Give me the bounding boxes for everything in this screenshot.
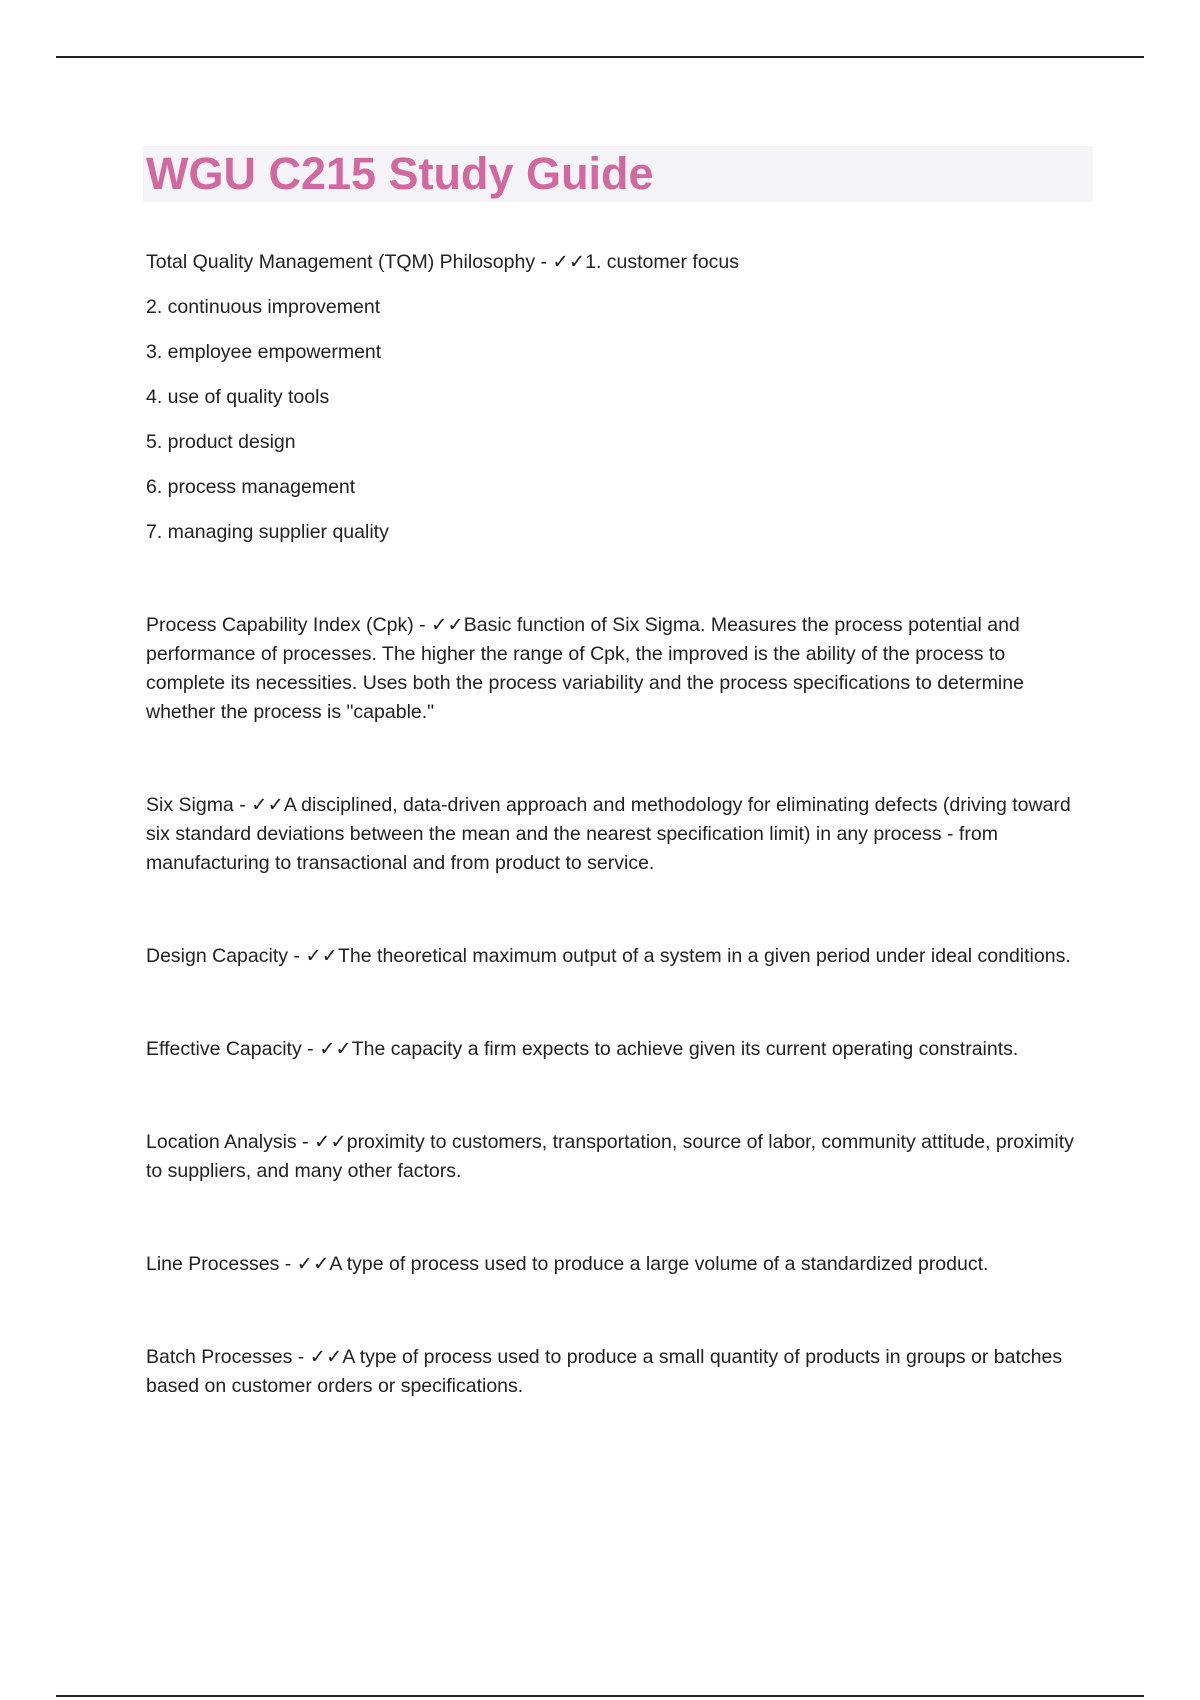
entry-batch-processes (146, 1343, 1086, 1401)
entry-term: Location Analysis (146, 1131, 297, 1153)
entry-cpk (146, 611, 1086, 727)
list-item: 2. continuous improvement (146, 296, 381, 318)
entry-term: Process Capability Index (Cpk) (146, 614, 414, 636)
double-check-icon: ✓✓ (309, 1346, 343, 1368)
entry-term: Line Processes (146, 1253, 280, 1275)
header-rule (56, 56, 1144, 58)
entry-line-processes (146, 1250, 1086, 1279)
double-check-icon: ✓✓ (296, 1253, 330, 1275)
entry-definition: A type of process used to produce a large volume of a standardized product. (329, 1253, 989, 1275)
double-check-icon: ✓✓ (251, 794, 284, 816)
entry-separator: - (233, 794, 252, 816)
entry-separator: - (287, 945, 306, 967)
footer-rule (56, 1695, 1144, 1697)
entry-separator: - (413, 614, 432, 636)
entry-definition: The capacity a firm expects to achieve given its current operating constraints. (351, 1038, 1019, 1060)
entry-definition: 1. customer focus (585, 251, 740, 273)
entry-separator: - (535, 251, 553, 273)
entry-definition: A type of process used to produce a small quantity of products in groups or batches based on customer orders or specifications. (146, 1346, 1063, 1397)
entry-design-capacity (146, 942, 1086, 971)
entry-separator: - (301, 1038, 320, 1060)
double-check-icon: ✓✓ (305, 945, 339, 967)
entry-six-sigma (146, 791, 1086, 878)
list-item: 6. process management (146, 476, 356, 498)
double-check-icon: ✓✓ (431, 614, 464, 636)
entry-term: Batch Processes (146, 1346, 293, 1368)
entry-term: Effective Capacity (146, 1038, 302, 1060)
entry-term: Total Quality Management (TQM) Philosophy (146, 251, 536, 273)
entry-definition: proximity to customers, transportation, source of labor, community attitude, proximity to suppliers, and many other factors. (146, 1131, 1074, 1182)
document-title: WGU C215 Study Guide (146, 148, 654, 199)
list-item: 3. employee empowerment (146, 341, 382, 363)
entry-separator: - (279, 1253, 297, 1275)
list-item: 7. managing supplier quality (146, 521, 389, 543)
entry-separator: - (292, 1346, 310, 1368)
entry-effective-capacity (146, 1035, 1086, 1064)
entry-term: Six Sigma (146, 794, 234, 816)
double-check-icon: ✓✓ (314, 1131, 347, 1153)
entry-definition: Basic function of Six Sigma. Measures the process potential and performance of processes. The higher the range of Cpk, the improved is the ability of the process to complete its necessities. Uses both the process variability and the process specifications to determine whether the process is "capable." (146, 614, 1024, 723)
list-item: 4. use of quality tools (146, 386, 330, 408)
entry-term: Design Capacity (146, 945, 288, 967)
list-item: 5. product design (146, 431, 296, 453)
entry-separator: - (296, 1131, 315, 1153)
document-body (146, 248, 1086, 1401)
entry-definition: The theoretical maximum output of a system in a given period under ideal conditions. (338, 945, 1071, 967)
double-check-icon: ✓✓ (552, 251, 586, 273)
entry-definition: A disciplined, data-driven approach and methodology for eliminating defects (driving toward six standard deviations between the mean and the nearest specification limit) in any process - from manufacturing to transactional and from product to service. (146, 794, 1071, 874)
entry-location-analysis (146, 1128, 1086, 1186)
double-check-icon: ✓✓ (319, 1038, 352, 1060)
entry-tqm (146, 248, 1086, 547)
